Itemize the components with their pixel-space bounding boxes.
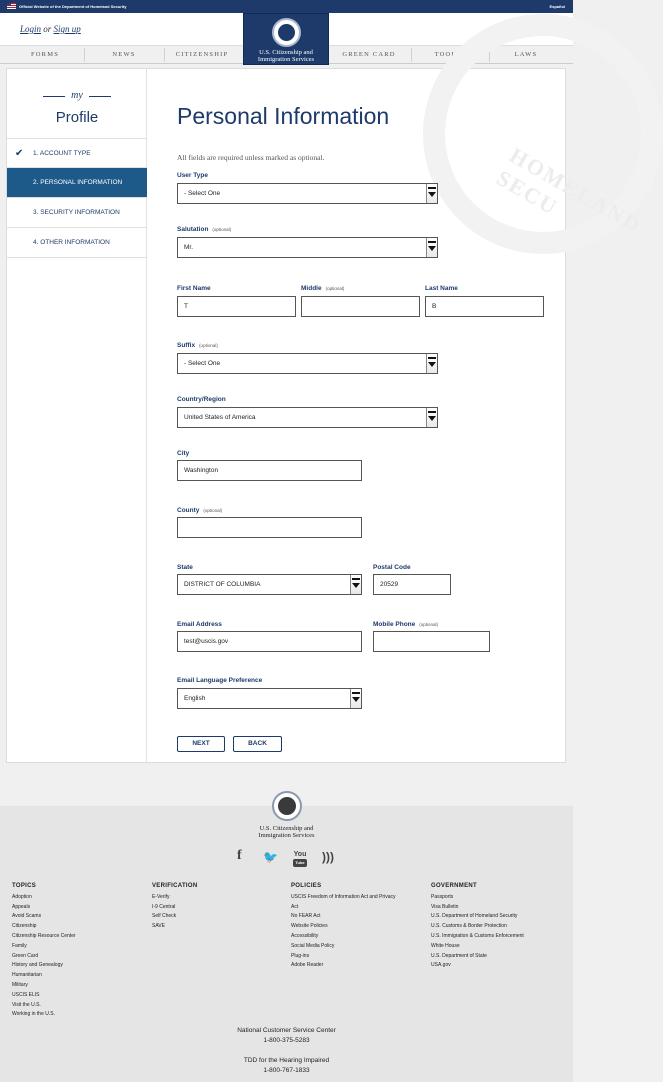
step-account-type[interactable] <box>7 138 147 168</box>
mobile-phone-label: Mobile Phone (optional) <box>373 621 439 628</box>
suffix-label: Suffix (optional) <box>177 342 218 349</box>
language-select[interactable]: English <box>177 688 362 709</box>
login-area <box>20 24 81 34</box>
dhs-watermark: HOMELAND SECU <box>423 14 663 254</box>
email-label: Email Address <box>177 621 222 628</box>
footer-agency-name[interactable]: U.S. Citizenship and Immigration Services <box>258 825 315 839</box>
step-security-information[interactable] <box>7 198 147 228</box>
dropdown-arrow-icon <box>428 416 436 421</box>
footer-link[interactable]: Military <box>12 981 28 988</box>
first-name-label: First Name <box>177 285 211 292</box>
login-link[interactable]: Login <box>20 24 42 34</box>
mobile-phone-input[interactable] <box>373 631 490 652</box>
nav-laws[interactable]: LAWS <box>514 51 538 58</box>
footer-verification <box>152 882 198 932</box>
postal-code-label: Postal Code <box>373 564 411 571</box>
twitter-icon[interactable]: 🐦 <box>263 850 278 864</box>
my-flourish: my <box>41 90 113 104</box>
footer-link[interactable]: Green Card <box>12 952 39 959</box>
step-label: 1. ACCOUNT TYPE <box>33 150 91 157</box>
email-input[interactable]: test@uscis.gov <box>177 631 362 652</box>
rss-icon[interactable]: ))) <box>322 850 334 864</box>
footer-link[interactable]: U.S. Department of Homeland Security <box>431 913 518 920</box>
footer-link[interactable]: Adoption <box>12 893 32 900</box>
site-footer <box>0 806 573 1082</box>
footer-link[interactable]: USCIS Freedom of Information Act and Privacy <box>291 893 396 900</box>
footer-link[interactable]: Visit the U.S. <box>12 1001 41 1008</box>
dropdown-arrow-icon <box>352 697 360 702</box>
logo-line-1: U.S. Citizenship and <box>259 49 313 56</box>
state-label: State <box>177 564 193 571</box>
footer-link[interactable]: Appeals <box>12 903 31 910</box>
footer-link[interactable]: Humanitarian <box>12 972 42 979</box>
postal-code-input[interactable]: 20529 <box>373 574 451 595</box>
last-name-label: Last Name <box>425 285 458 292</box>
ncsc-label: National Customer Service Center <box>237 1027 336 1034</box>
footer-link[interactable]: History and Genealogy <box>12 962 63 969</box>
form-area <box>148 69 647 764</box>
first-name-input[interactable]: T <box>177 296 296 317</box>
official-website-text: Official Website of the Department of Homeland Security <box>19 4 127 9</box>
logo-line-2: Immigration Services <box>257 56 315 63</box>
steps-list <box>7 138 147 258</box>
footer-link[interactable]: Adobe Reader <box>291 962 324 969</box>
user-type-label: User Type <box>177 172 208 179</box>
step-label: 3. SECURITY INFORMATION <box>33 209 120 216</box>
footer-link[interactable]: U.S. Customs & Border Protection <box>431 923 507 930</box>
last-name-input[interactable]: B <box>425 296 544 317</box>
footer-link[interactable]: Avoid Scams <box>12 913 42 920</box>
nav-citizenship[interactable]: CITIZENSHIP <box>175 51 229 58</box>
footer-link[interactable]: Family <box>12 942 27 949</box>
footer-link[interactable]: Website Policies <box>291 923 328 930</box>
footer-link[interactable]: USCIS ELIS <box>12 991 40 998</box>
salutation-select[interactable]: Mr. <box>177 237 438 258</box>
or-text: or <box>43 24 52 34</box>
nav-news[interactable]: NEWS <box>112 51 136 58</box>
footer-topics <box>12 882 76 1020</box>
policies-heading: POLICIES <box>291 883 322 889</box>
ncsc-phone: 1-800-375-5283 <box>263 1037 310 1044</box>
footer-government <box>431 882 524 971</box>
checkmark-icon: ✔ <box>15 148 24 159</box>
dhs-seal-icon <box>272 791 302 821</box>
salutation-label: Salutation (optional) <box>177 226 232 233</box>
next-button[interactable]: NEXT <box>177 736 225 752</box>
footer-link[interactable]: E-Verify <box>152 893 170 900</box>
county-label: County (optional) <box>177 507 223 514</box>
nav-green-card[interactable]: GREEN CARD <box>342 51 396 58</box>
uscis-logo[interactable] <box>243 13 329 65</box>
profile-sidebar <box>7 69 147 764</box>
nav-tools[interactable]: TOOLS <box>434 51 462 58</box>
country-select[interactable]: United States of America <box>177 407 438 428</box>
espanol-link[interactable]: Español <box>549 4 565 9</box>
city-input[interactable]: Washington <box>177 460 362 481</box>
state-select[interactable]: DISTRICT OF COLUMBIA <box>177 574 362 595</box>
middle-label: Middle (optional) <box>301 285 345 292</box>
topics-heading: TOPICS <box>12 883 37 889</box>
footer-link[interactable]: USA.gov <box>431 962 451 969</box>
dropdown-arrow-icon <box>428 246 436 251</box>
language-label: Email Language Preference <box>177 677 263 684</box>
footer-link[interactable]: Plug-ins <box>291 952 310 959</box>
footer-link[interactable]: I-9 Central <box>152 903 176 910</box>
facebook-icon[interactable]: f <box>237 848 242 863</box>
youtube-icon[interactable]: You Tube <box>293 851 307 865</box>
footer-link[interactable]: Social Media Policy <box>291 942 335 949</box>
suffix-select[interactable]: - Select One <box>177 353 438 374</box>
country-label: Country/Region <box>177 396 226 403</box>
official-banner <box>0 0 573 13</box>
footer-link[interactable]: Accessibility <box>291 932 319 939</box>
footer-link[interactable]: SAVE <box>152 923 165 930</box>
dropdown-arrow-icon <box>428 192 436 197</box>
profile-panel <box>6 68 647 763</box>
footer-link[interactable]: U.S. Immigration & Customs Enforcement <box>431 932 524 939</box>
back-button[interactable]: BACK <box>233 736 282 752</box>
footer-link[interactable]: Citizenship <box>12 923 37 930</box>
government-heading: GOVERNMENT <box>431 883 478 889</box>
dropdown-arrow-icon <box>428 362 436 367</box>
footer-link[interactable]: Self Check <box>152 913 177 920</box>
middle-input[interactable] <box>301 296 420 317</box>
step-other-information[interactable] <box>7 228 147 258</box>
step-label: 2. PERSONAL INFORMATION <box>33 179 123 186</box>
nav-forms[interactable]: FORMS <box>30 51 60 58</box>
tdd-phone: 1-800-767-1833 <box>263 1067 310 1074</box>
city-label: City <box>177 450 190 457</box>
dhs-seal-icon <box>272 18 301 47</box>
required-note: All fields are required unless marked as optional. <box>177 153 325 162</box>
footer-link[interactable]: Working in the U.S. <box>12 1011 55 1018</box>
footer-link[interactable]: White House <box>431 942 460 949</box>
footer-link[interactable]: Visa Bulletin <box>431 903 459 910</box>
page-title: Personal Information <box>177 103 390 129</box>
footer-link[interactable]: Passports <box>431 893 454 900</box>
dropdown-arrow-icon <box>352 583 360 588</box>
us-flag-icon <box>7 3 16 9</box>
footer-link[interactable]: Act <box>291 903 299 910</box>
step-personal-information[interactable] <box>7 168 147 198</box>
county-input[interactable] <box>177 517 362 538</box>
tdd-label: TDD for the Hearing Impaired <box>243 1057 330 1064</box>
footer-link[interactable]: Citizenship Resource Center <box>12 932 76 939</box>
verification-heading: VERIFICATION <box>152 883 198 889</box>
signup-link[interactable]: Sign up <box>53 24 81 34</box>
footer-link[interactable]: No FEAR Act <box>291 913 321 920</box>
footer-link[interactable]: U.S. Department of State <box>431 952 487 959</box>
footer-policies <box>291 882 396 971</box>
user-type-select[interactable]: - Select One <box>177 183 438 204</box>
step-label: 4. OTHER INFORMATION <box>33 239 110 246</box>
profile-title: Profile <box>55 109 99 126</box>
